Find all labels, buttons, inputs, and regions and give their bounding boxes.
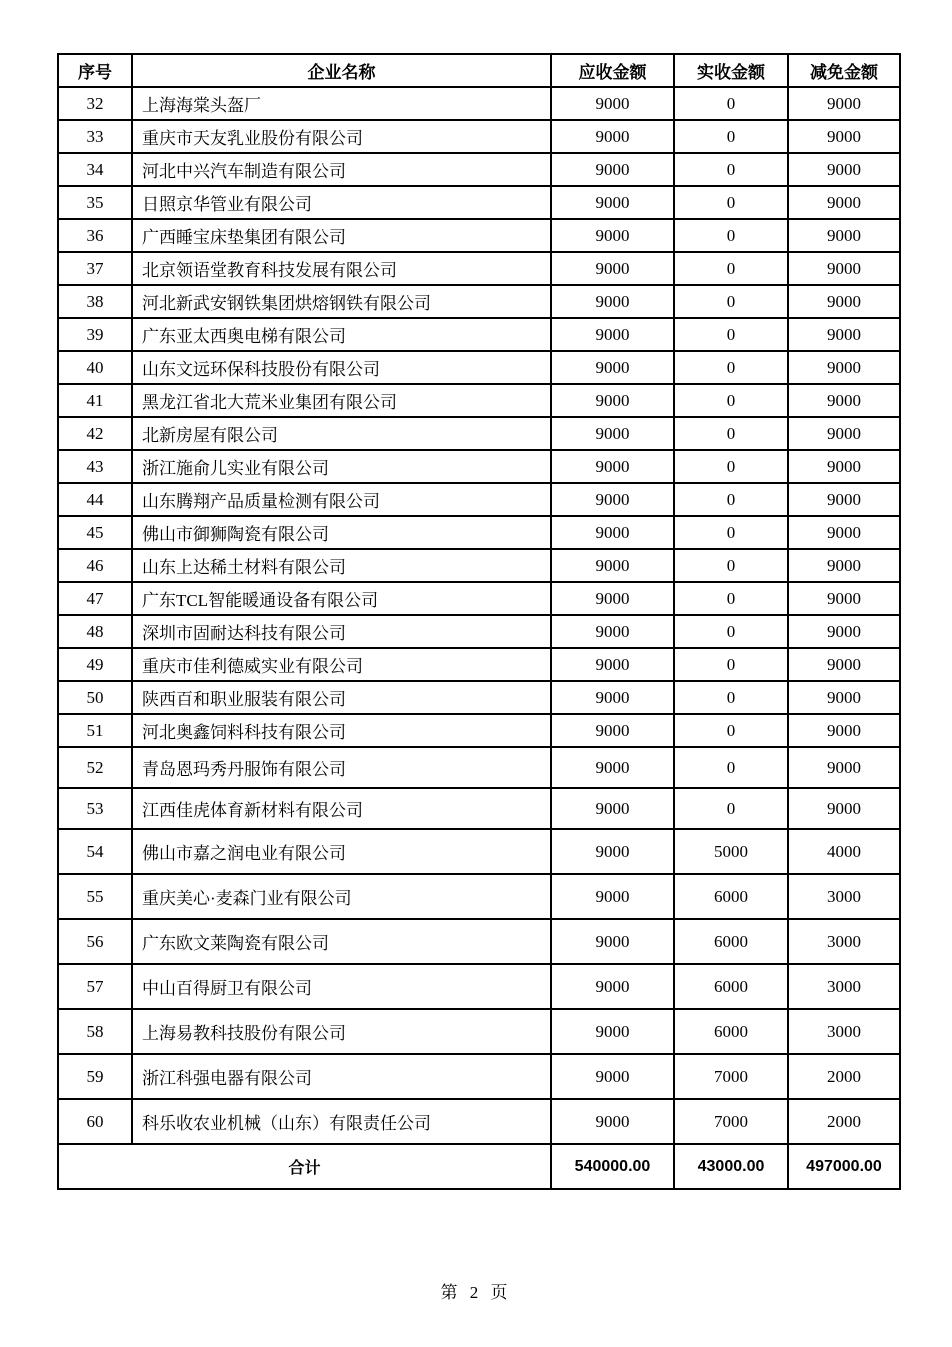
cell-received: 0 bbox=[674, 120, 788, 153]
cell-received: 0 bbox=[674, 87, 788, 120]
cell-seq: 39 bbox=[58, 318, 132, 351]
table-row bbox=[58, 964, 900, 1009]
cell-receivable: 9000 bbox=[551, 747, 674, 788]
cell-company-name: 重庆市天友乳业股份有限公司 bbox=[132, 120, 551, 153]
table-header bbox=[58, 54, 900, 87]
cell-receivable: 9000 bbox=[551, 252, 674, 285]
cell-company-name: 科乐收农业机械（山东）有限责任公司 bbox=[132, 1099, 551, 1144]
cell-company-name: 中山百得厨卫有限公司 bbox=[132, 964, 551, 1009]
cell-company-name: 广东亚太西奥电梯有限公司 bbox=[132, 318, 551, 351]
cell-company-name: 河北中兴汽车制造有限公司 bbox=[132, 153, 551, 186]
cell-company-name: 青岛恩玛秀丹服饰有限公司 bbox=[132, 747, 551, 788]
cell-receivable: 9000 bbox=[551, 648, 674, 681]
cell-company-name: 重庆市佳利德威实业有限公司 bbox=[132, 648, 551, 681]
table-row bbox=[58, 252, 900, 285]
cell-reduced: 9000 bbox=[788, 351, 900, 384]
cell-seq: 48 bbox=[58, 615, 132, 648]
cell-company-name: 河北奥鑫饲料科技有限公司 bbox=[132, 714, 551, 747]
cell-seq: 42 bbox=[58, 417, 132, 450]
cell-reduced: 9000 bbox=[788, 318, 900, 351]
cell-company-name: 北新房屋有限公司 bbox=[132, 417, 551, 450]
table-row bbox=[58, 788, 900, 829]
table-row bbox=[58, 747, 900, 788]
cell-company-name: 陕西百和职业服装有限公司 bbox=[132, 681, 551, 714]
cell-reduced: 9000 bbox=[788, 219, 900, 252]
cell-company-name: 广西睡宝床垫集团有限公司 bbox=[132, 219, 551, 252]
cell-receivable: 9000 bbox=[551, 450, 674, 483]
total-received: 43000.00 bbox=[674, 1144, 788, 1189]
cell-received: 0 bbox=[674, 219, 788, 252]
total-reduced: 497000.00 bbox=[788, 1144, 900, 1189]
cell-seq: 49 bbox=[58, 648, 132, 681]
cell-company-name: 河北新武安钢铁集团烘熔钢铁有限公司 bbox=[132, 285, 551, 318]
cell-seq: 47 bbox=[58, 582, 132, 615]
cell-reduced: 9000 bbox=[788, 450, 900, 483]
cell-receivable: 9000 bbox=[551, 788, 674, 829]
cell-seq: 36 bbox=[58, 219, 132, 252]
cell-reduced: 9000 bbox=[788, 549, 900, 582]
cell-received: 0 bbox=[674, 681, 788, 714]
table-row bbox=[58, 318, 900, 351]
cell-receivable: 9000 bbox=[551, 384, 674, 417]
cell-receivable: 9000 bbox=[551, 285, 674, 318]
cell-seq: 43 bbox=[58, 450, 132, 483]
cell-received: 0 bbox=[674, 648, 788, 681]
cell-reduced: 9000 bbox=[788, 615, 900, 648]
table-row bbox=[58, 549, 900, 582]
cell-company-name: 佛山市御狮陶瓷有限公司 bbox=[132, 516, 551, 549]
table-row bbox=[58, 516, 900, 549]
cell-receivable: 9000 bbox=[551, 1099, 674, 1144]
table-row bbox=[58, 714, 900, 747]
fee-table bbox=[57, 53, 901, 1190]
cell-reduced: 9000 bbox=[788, 582, 900, 615]
table-row bbox=[58, 919, 900, 964]
cell-received: 0 bbox=[674, 153, 788, 186]
cell-receivable: 9000 bbox=[551, 318, 674, 351]
table-row bbox=[58, 153, 900, 186]
cell-receivable: 9000 bbox=[551, 153, 674, 186]
cell-received: 0 bbox=[674, 318, 788, 351]
cell-received: 0 bbox=[674, 714, 788, 747]
cell-receivable: 9000 bbox=[551, 351, 674, 384]
cell-seq: 50 bbox=[58, 681, 132, 714]
cell-reduced: 9000 bbox=[788, 681, 900, 714]
cell-receivable: 9000 bbox=[551, 549, 674, 582]
cell-reduced: 3000 bbox=[788, 1009, 900, 1054]
cell-seq: 40 bbox=[58, 351, 132, 384]
cell-seq: 56 bbox=[58, 919, 132, 964]
cell-receivable: 9000 bbox=[551, 120, 674, 153]
table-row bbox=[58, 648, 900, 681]
cell-reduced: 9000 bbox=[788, 384, 900, 417]
cell-company-name: 上海易教科技股份有限公司 bbox=[132, 1009, 551, 1054]
table-body bbox=[58, 87, 900, 1144]
table-row bbox=[58, 351, 900, 384]
cell-seq: 35 bbox=[58, 186, 132, 219]
cell-receivable: 9000 bbox=[551, 483, 674, 516]
header-received-amount: 实收金额 bbox=[674, 54, 788, 87]
cell-reduced: 9000 bbox=[788, 285, 900, 318]
cell-receivable: 9000 bbox=[551, 87, 674, 120]
cell-seq: 34 bbox=[58, 153, 132, 186]
table-row bbox=[58, 384, 900, 417]
cell-received: 0 bbox=[674, 417, 788, 450]
cell-seq: 44 bbox=[58, 483, 132, 516]
cell-company-name: 广东欧文莱陶瓷有限公司 bbox=[132, 919, 551, 964]
cell-receivable: 9000 bbox=[551, 919, 674, 964]
cell-receivable: 9000 bbox=[551, 964, 674, 1009]
cell-reduced: 4000 bbox=[788, 829, 900, 874]
cell-received: 0 bbox=[674, 483, 788, 516]
cell-received: 6000 bbox=[674, 1009, 788, 1054]
cell-seq: 52 bbox=[58, 747, 132, 788]
cell-receivable: 9000 bbox=[551, 714, 674, 747]
cell-reduced: 2000 bbox=[788, 1054, 900, 1099]
cell-receivable: 9000 bbox=[551, 417, 674, 450]
cell-reduced: 9000 bbox=[788, 153, 900, 186]
cell-reduced: 9000 bbox=[788, 714, 900, 747]
cell-received: 6000 bbox=[674, 874, 788, 919]
table-row bbox=[58, 417, 900, 450]
header-reduced-amount: 减免金额 bbox=[788, 54, 900, 87]
cell-company-name: 北京领语堂教育科技发展有限公司 bbox=[132, 252, 551, 285]
cell-receivable: 9000 bbox=[551, 681, 674, 714]
cell-received: 0 bbox=[674, 186, 788, 219]
cell-receivable: 9000 bbox=[551, 186, 674, 219]
cell-company-name: 重庆美心·麦森门业有限公司 bbox=[132, 874, 551, 919]
cell-seq: 57 bbox=[58, 964, 132, 1009]
cell-seq: 55 bbox=[58, 874, 132, 919]
cell-reduced: 3000 bbox=[788, 964, 900, 1009]
cell-receivable: 9000 bbox=[551, 874, 674, 919]
cell-seq: 37 bbox=[58, 252, 132, 285]
cell-reduced: 9000 bbox=[788, 483, 900, 516]
cell-received: 0 bbox=[674, 384, 788, 417]
cell-received: 0 bbox=[674, 615, 788, 648]
cell-received: 0 bbox=[674, 285, 788, 318]
table-row bbox=[58, 483, 900, 516]
cell-seq: 58 bbox=[58, 1009, 132, 1054]
cell-reduced: 9000 bbox=[788, 648, 900, 681]
cell-company-name: 黑龙江省北大荒米业集团有限公司 bbox=[132, 384, 551, 417]
cell-seq: 51 bbox=[58, 714, 132, 747]
cell-company-name: 日照京华管业有限公司 bbox=[132, 186, 551, 219]
cell-receivable: 9000 bbox=[551, 516, 674, 549]
cell-company-name: 山东文远环保科技股份有限公司 bbox=[132, 351, 551, 384]
cell-company-name: 浙江科强电器有限公司 bbox=[132, 1054, 551, 1099]
cell-received: 5000 bbox=[674, 829, 788, 874]
table-row bbox=[58, 450, 900, 483]
cell-company-name: 山东上达稀土材料有限公司 bbox=[132, 549, 551, 582]
cell-seq: 33 bbox=[58, 120, 132, 153]
table-row bbox=[58, 874, 900, 919]
cell-seq: 41 bbox=[58, 384, 132, 417]
cell-received: 0 bbox=[674, 747, 788, 788]
cell-reduced: 9000 bbox=[788, 747, 900, 788]
cell-receivable: 9000 bbox=[551, 829, 674, 874]
table-row bbox=[58, 1054, 900, 1099]
table-row bbox=[58, 120, 900, 153]
cell-seq: 38 bbox=[58, 285, 132, 318]
page-number: 第 2 页 bbox=[440, 1283, 512, 1302]
cell-company-name: 佛山市嘉之润电业有限公司 bbox=[132, 829, 551, 874]
cell-received: 0 bbox=[674, 351, 788, 384]
table-row bbox=[58, 681, 900, 714]
table-row bbox=[58, 87, 900, 120]
cell-seq: 46 bbox=[58, 549, 132, 582]
cell-received: 6000 bbox=[674, 964, 788, 1009]
cell-seq: 45 bbox=[58, 516, 132, 549]
total-label: 合计 bbox=[58, 1144, 551, 1189]
cell-company-name: 山东腾翔产品质量检测有限公司 bbox=[132, 483, 551, 516]
cell-received: 0 bbox=[674, 252, 788, 285]
cell-company-name: 江西佳虎体育新材料有限公司 bbox=[132, 788, 551, 829]
table-footer bbox=[58, 1144, 900, 1189]
cell-reduced: 9000 bbox=[788, 252, 900, 285]
table-row bbox=[58, 1099, 900, 1144]
cell-company-name: 上海海棠头盔厂 bbox=[132, 87, 551, 120]
cell-seq: 54 bbox=[58, 829, 132, 874]
cell-reduced: 9000 bbox=[788, 417, 900, 450]
cell-receivable: 9000 bbox=[551, 582, 674, 615]
table-row bbox=[58, 186, 900, 219]
cell-reduced: 3000 bbox=[788, 919, 900, 964]
table-row bbox=[58, 1009, 900, 1054]
cell-reduced: 9000 bbox=[788, 120, 900, 153]
cell-seq: 53 bbox=[58, 788, 132, 829]
cell-seq: 32 bbox=[58, 87, 132, 120]
cell-reduced: 3000 bbox=[788, 874, 900, 919]
cell-received: 7000 bbox=[674, 1099, 788, 1144]
cell-seq: 60 bbox=[58, 1099, 132, 1144]
header-receivable-amount: 应收金额 bbox=[551, 54, 674, 87]
cell-reduced: 2000 bbox=[788, 1099, 900, 1144]
table-row bbox=[58, 829, 900, 874]
header-company-name: 企业名称 bbox=[132, 54, 551, 87]
cell-received: 0 bbox=[674, 582, 788, 615]
cell-company-name: 浙江施俞儿实业有限公司 bbox=[132, 450, 551, 483]
cell-received: 0 bbox=[674, 516, 788, 549]
cell-reduced: 9000 bbox=[788, 186, 900, 219]
cell-received: 0 bbox=[674, 450, 788, 483]
table-row bbox=[58, 582, 900, 615]
total-receivable: 540000.00 bbox=[551, 1144, 674, 1189]
table-row bbox=[58, 285, 900, 318]
total-row bbox=[58, 1144, 900, 1189]
cell-receivable: 9000 bbox=[551, 1054, 674, 1099]
cell-received: 7000 bbox=[674, 1054, 788, 1099]
fee-table-container bbox=[57, 53, 899, 1190]
cell-receivable: 9000 bbox=[551, 615, 674, 648]
cell-receivable: 9000 bbox=[551, 219, 674, 252]
table-row bbox=[58, 615, 900, 648]
cell-company-name: 深圳市固耐达科技有限公司 bbox=[132, 615, 551, 648]
cell-receivable: 9000 bbox=[551, 1009, 674, 1054]
cell-seq: 59 bbox=[58, 1054, 132, 1099]
cell-received: 0 bbox=[674, 549, 788, 582]
cell-received: 6000 bbox=[674, 919, 788, 964]
table-row bbox=[58, 219, 900, 252]
cell-received: 0 bbox=[674, 788, 788, 829]
cell-reduced: 9000 bbox=[788, 788, 900, 829]
header-row bbox=[58, 54, 900, 87]
cell-reduced: 9000 bbox=[788, 516, 900, 549]
header-seq: 序号 bbox=[58, 54, 132, 87]
cell-reduced: 9000 bbox=[788, 87, 900, 120]
cell-company-name: 广东TCL智能暖通设备有限公司 bbox=[132, 582, 551, 615]
